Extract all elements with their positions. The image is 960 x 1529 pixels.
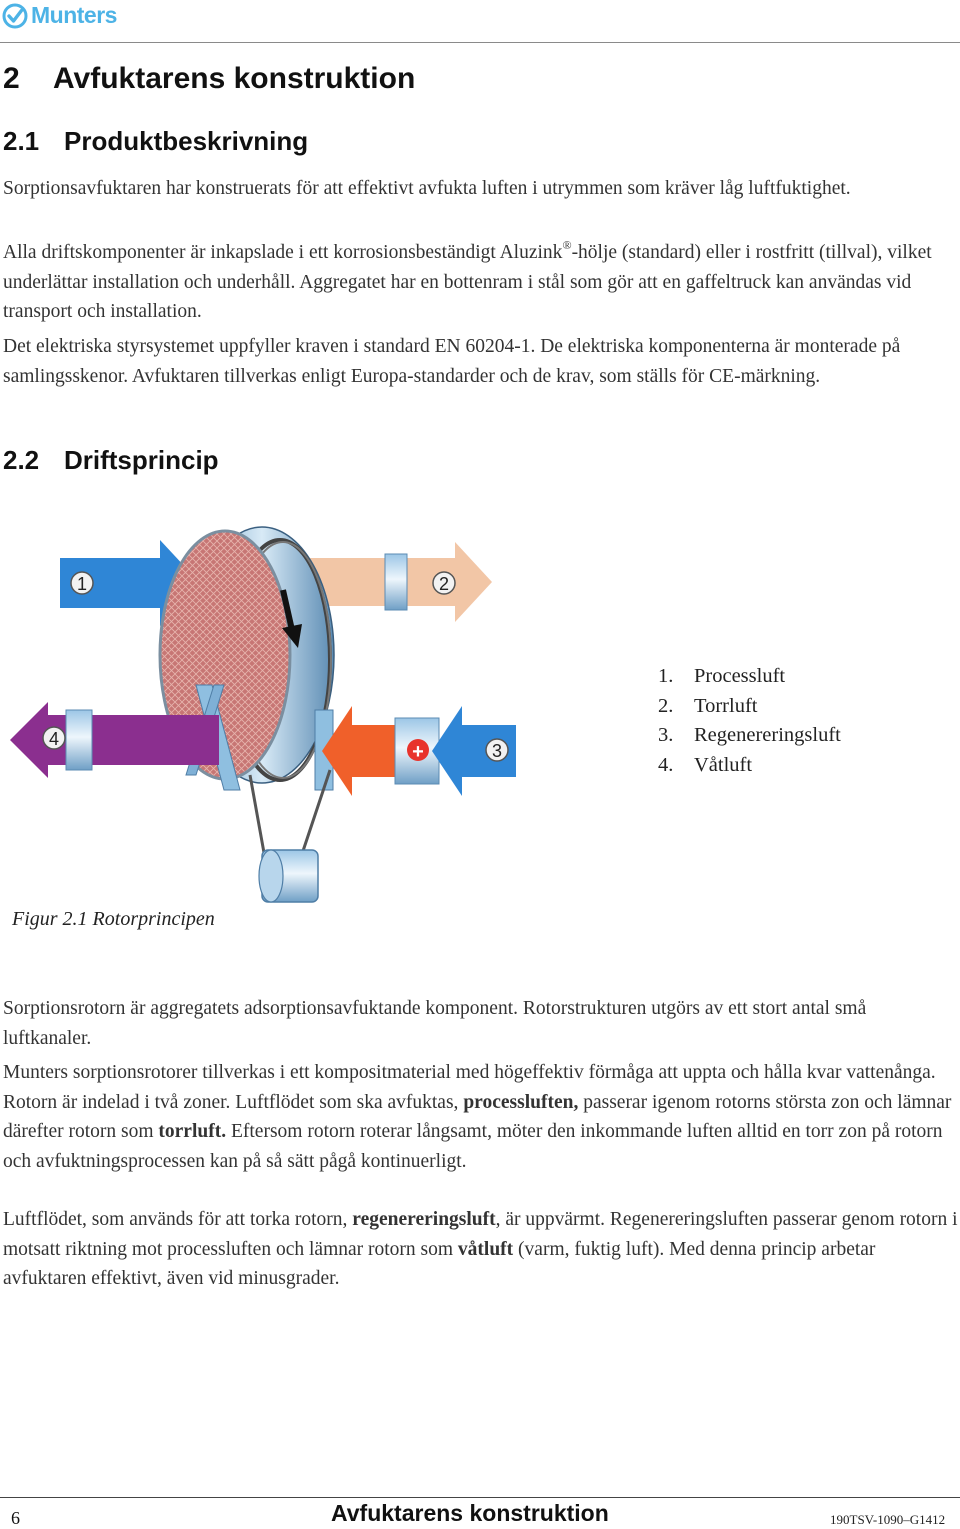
section-heading [3, 62, 415, 96]
text-run: Munters sorptionsrotorer tillverkas i ett kompositmaterial med högeffektiv förmåga att uppta och hålla kvar vattenånga. Rotorn är indelad i två zoner. Luftflödet som ska avfuktas, [3, 1062, 936, 1113]
legend-number: 3. [658, 724, 674, 746]
header-divider [0, 42, 960, 43]
document-code: 190TSV-1090–G1412 [830, 1512, 946, 1527]
heater-plus-icon: + [412, 741, 424, 763]
figure-legend [658, 662, 841, 780]
figure-caption: Figur 2.1 Rotorprincipen [12, 908, 215, 930]
subsection-title: Produktbeskrivning [64, 126, 309, 156]
bold-term-process-air: processluften, [463, 1091, 579, 1113]
paragraph-rotor: Sorptionsrotorn är aggregatets adsorptionsavfuktande komponent. Rotorstrukturen utgörs av ett stort antal små luftkanaler. [3, 998, 867, 1049]
munters-check-icon [2, 3, 28, 29]
text-run: Eftersom rotorn roterar långsamt, möter den inkommande luften alltid en torr zon på rotorn och avfuktningsprocessen kan på så sätt pågå kontinuerligt. [3, 1121, 943, 1172]
legend-item [658, 751, 841, 781]
legend-label: Processluft [694, 665, 786, 687]
text-run: passerar igenom rotorns största zon och lämnar därefter rotorn som [3, 1091, 952, 1142]
subsection-number: 2.1 [3, 126, 40, 156]
legend-label: Torrluft [694, 694, 758, 717]
registered-mark: ® [562, 237, 572, 252]
marker-3-label: 3 [491, 741, 503, 761]
drive-motor [259, 850, 318, 902]
section-title: Avfuktarens konstruktion [53, 62, 416, 95]
legend-item [658, 721, 841, 751]
page-number: 6 [11, 1508, 20, 1528]
marker-1-label: 1 [76, 574, 88, 594]
rotor-principle-diagram [0, 520, 640, 905]
text-run: , är uppvärmt. Regenereringsluften passerar genom rotorn i motsatt riktning mot processluften och lämnar rotorn som [3, 1209, 958, 1260]
footer-title: Avfuktarens konstruktion [331, 1500, 609, 1526]
paragraph-intro: Sorptionsavfuktaren har konstruerats för att effektivt avfukta luften i utrymmen som kräver låg luftfuktighet. [3, 178, 851, 199]
legend-label: Regenereringsluft [694, 724, 841, 746]
page-header [0, 0, 960, 44]
marker-1 [71, 572, 93, 594]
legend-number: 1. [658, 665, 674, 687]
bold-term-wet-air: våtluft [457, 1238, 514, 1260]
brand-name: Munters [31, 2, 117, 28]
legend-label: Våtluft [694, 753, 753, 776]
legend-number: 4. [658, 753, 674, 776]
marker-2 [433, 572, 455, 594]
marker-3 [486, 739, 508, 761]
section-number: 2 [3, 62, 20, 95]
paragraph-regeneration [3, 1205, 958, 1294]
subsection-heading-product [3, 126, 308, 157]
legend-number: 2. [658, 694, 674, 717]
paragraph-materials [3, 1058, 958, 1176]
text-run: Alla driftskomponenter är inkapslade i ett korrosionsbeständigt Aluzink [3, 242, 563, 263]
text-run: -hölje (standard) eller i rostfritt (tillval), vilket underlättar installation och underhåll. Aggregatet har en bottenram i stål som gör att en gaffeltruck kan användas vid transport och installation. [3, 242, 932, 322]
munters-logo [2, 2, 117, 29]
footer-divider [0, 1497, 960, 1498]
marker-4 [43, 727, 65, 749]
paragraph-electrical: Det elektriska styrsystemet uppfyller kraven i standard EN 60204-1. De elektriska komponenterna är monterade på samlingsskenor. Avfuktaren tillverkas enligt Europa-standarder och de krav, som ställs för CE-märkning. [3, 336, 901, 387]
text-run: (varm, fuktig luft). Med denna princip arbetar avfuktaren effektivt, även vid minusgrader. [3, 1238, 876, 1289]
subsection-title: Driftsprincip [64, 445, 219, 475]
subsection-number: 2.2 [3, 445, 40, 475]
subsection-heading-principle [3, 445, 219, 476]
marker-2-label: 2 [438, 574, 450, 594]
bold-term-dry-air: torrluft. [158, 1121, 227, 1142]
bold-term-regen-air: regenereringsluft [352, 1209, 496, 1230]
legend-item [658, 692, 841, 722]
marker-4-label: 4 [48, 729, 60, 749]
text-run: Luftflödet, som används för att torka rotorn, [3, 1209, 353, 1230]
legend-item [658, 662, 841, 692]
paragraph-components [3, 238, 958, 327]
